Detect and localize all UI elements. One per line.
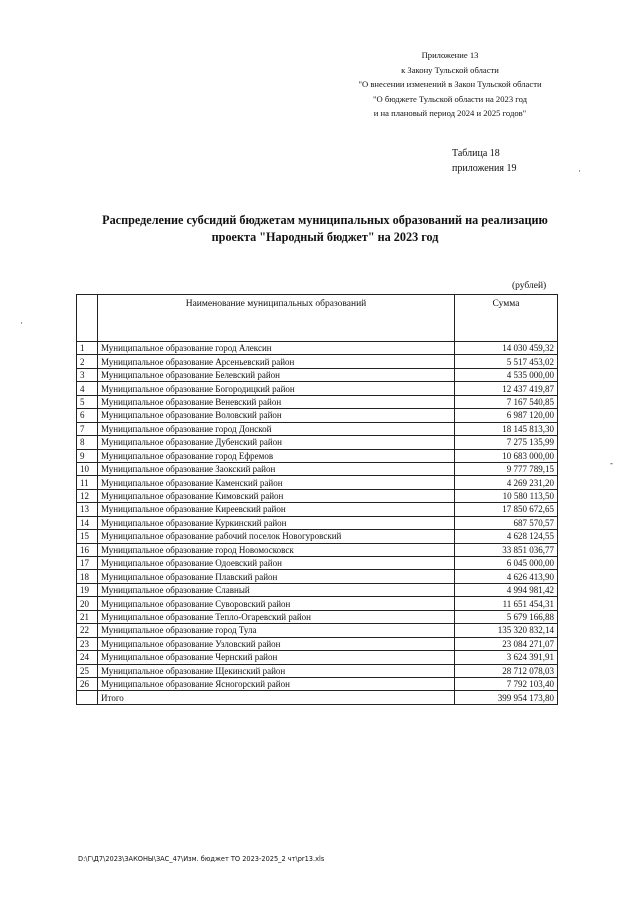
subsidy-table	[76, 294, 558, 705]
table-row	[77, 651, 558, 664]
scan-speck: -	[610, 458, 613, 468]
row-name: Муниципальное образование город Алексин	[98, 342, 455, 355]
table-row	[77, 557, 558, 570]
table-reference	[452, 146, 516, 176]
title-line-2: проекта "Народный бюджет" на 2023 год	[211, 230, 439, 244]
table-row	[77, 570, 558, 583]
row-sum: 7 275 135,99	[455, 436, 558, 449]
table-reference-line-1: Таблица 18	[452, 148, 500, 159]
row-number: 10	[77, 462, 98, 475]
row-name: Муниципальное образование город Донской	[98, 422, 455, 435]
table-row	[77, 624, 558, 637]
row-sum: 5 679 166,88	[455, 610, 558, 623]
table-row	[77, 449, 558, 462]
table-row	[77, 436, 558, 449]
table-row	[77, 637, 558, 650]
row-name: Муниципальное образование Дубенский район	[98, 436, 455, 449]
row-sum: 23 084 271,07	[455, 637, 558, 650]
row-number: 5	[77, 395, 98, 408]
row-number: 26	[77, 677, 98, 690]
row-number: 1	[77, 342, 98, 355]
table-row	[77, 476, 558, 489]
table-body	[77, 342, 558, 691]
row-number: 19	[77, 583, 98, 596]
table-row	[77, 677, 558, 690]
table-reference-line-2: приложения 19	[452, 163, 517, 174]
table-row	[77, 409, 558, 422]
row-name: Муниципальное образование рабочий поселок Новогуровский	[98, 530, 455, 543]
table-row	[77, 516, 558, 529]
table-row	[77, 422, 558, 435]
appendix-line-2: к Закону Тульской области	[401, 64, 499, 75]
row-name: Муниципальное образование Кимовский район	[98, 489, 455, 502]
row-name: Муниципальное образование Плавский район	[98, 570, 455, 583]
row-sum: 18 145 813,30	[455, 422, 558, 435]
row-name: Муниципальное образование Каменский район	[98, 476, 455, 489]
row-sum: 7 792 103,40	[455, 677, 558, 690]
row-sum: 14 030 459,32	[455, 342, 558, 355]
scan-speck: ·	[578, 166, 581, 176]
row-name: Муниципальное образование Веневский район	[98, 395, 455, 408]
row-number: 20	[77, 597, 98, 610]
row-sum: 28 712 078,03	[455, 664, 558, 677]
row-name: Муниципальное образование Тепло-Огаревский район	[98, 610, 455, 623]
row-sum: 7 167 540,85	[455, 395, 558, 408]
row-sum: 9 777 789,15	[455, 462, 558, 475]
row-name: Муниципальное образование Славный	[98, 583, 455, 596]
scan-speck: ·	[20, 318, 23, 328]
row-name: Муниципальное образование Арсеньевский район	[98, 355, 455, 368]
appendix-line-4: "О бюджете Тульской области на 2023 год	[373, 93, 527, 104]
row-name: Муниципальное образование Заокский район	[98, 462, 455, 475]
row-number: 17	[77, 557, 98, 570]
row-number: 12	[77, 489, 98, 502]
file-path: D:\Г\Д7\2023\ЗАКОНЫ\ЗАС_47\Изм. бюджет ТО 2023-2025_2 чт\pr13.xls	[78, 855, 325, 863]
units-label: (рублей)	[512, 281, 547, 291]
appendix-line-1: Приложение 13	[421, 50, 479, 60]
document-title	[60, 212, 590, 246]
row-sum: 4 994 981,42	[455, 583, 558, 596]
header-sum: Сумма	[455, 295, 558, 342]
row-sum: 6 045 000,00	[455, 557, 558, 570]
table-row	[77, 503, 558, 516]
row-sum: 10 683 000,00	[455, 449, 558, 462]
row-name: Муниципальное образование Ясногорский район	[98, 677, 455, 690]
row-name: Муниципальное образование Воловский район	[98, 409, 455, 422]
table-row	[77, 462, 558, 475]
row-name: Муниципальное образование Суворовский район	[98, 597, 455, 610]
row-name: Муниципальное образование Киреевский район	[98, 503, 455, 516]
header-name: Наименование муниципальных образований	[98, 295, 455, 342]
row-sum: 12 437 419,87	[455, 382, 558, 395]
row-sum: 687 570,57	[455, 516, 558, 529]
total-sum: 399 954 173,80	[455, 691, 558, 704]
total-row	[77, 691, 558, 704]
row-number: 15	[77, 530, 98, 543]
row-sum: 33 851 036,77	[455, 543, 558, 556]
row-sum: 4 535 000,00	[455, 368, 558, 381]
row-sum: 4 269 231,20	[455, 476, 558, 489]
table-row	[77, 543, 558, 556]
row-sum: 4 628 124,55	[455, 530, 558, 543]
table-header-row	[77, 295, 558, 342]
row-sum: 10 580 113,50	[455, 489, 558, 502]
table-row	[77, 355, 558, 368]
row-number: 8	[77, 436, 98, 449]
appendix-line-3: "О внесении изменений в Закон Тульской области	[358, 79, 542, 90]
row-sum: 3 624 391,91	[455, 651, 558, 664]
table-row	[77, 664, 558, 677]
table-row	[77, 489, 558, 502]
row-number: 2	[77, 355, 98, 368]
row-sum: 17 850 672,65	[455, 503, 558, 516]
row-sum: 6 987 120,00	[455, 409, 558, 422]
row-number: 14	[77, 516, 98, 529]
header-number	[77, 295, 98, 342]
row-number: 6	[77, 409, 98, 422]
table-row	[77, 395, 558, 408]
row-number: 9	[77, 449, 98, 462]
row-number: 11	[77, 476, 98, 489]
row-name: Муниципальное образование Чернский район	[98, 651, 455, 664]
row-number: 7	[77, 422, 98, 435]
row-name: Муниципальное образование Щекинский район	[98, 664, 455, 677]
row-number: 21	[77, 610, 98, 623]
table-row	[77, 530, 558, 543]
row-sum: 4 626 413,90	[455, 570, 558, 583]
row-name: Муниципальное образование город Тула	[98, 624, 455, 637]
row-name: Муниципальное образование Узловский район	[98, 637, 455, 650]
row-sum: 11 651 454,31	[455, 597, 558, 610]
table-row	[77, 342, 558, 355]
total-label: Итого	[98, 691, 455, 704]
row-sum: 135 320 832,14	[455, 624, 558, 637]
row-number: 13	[77, 503, 98, 516]
table-row	[77, 597, 558, 610]
appendix-line-5: и на плановый период 2024 и 2025 годов"	[373, 108, 527, 119]
appendix-header	[340, 48, 560, 121]
table-row	[77, 382, 558, 395]
row-number: 23	[77, 637, 98, 650]
row-name: Муниципальное образование Куркинский район	[98, 516, 455, 529]
table-row	[77, 583, 558, 596]
row-number: 16	[77, 543, 98, 556]
row-name: Муниципальное образование Белевский район	[98, 368, 455, 381]
row-name: Муниципальное образование Богородицкий район	[98, 382, 455, 395]
row-number: 3	[77, 368, 98, 381]
title-line-1: Распределение субсидий бюджетам муниципальных образований на реализацию	[102, 213, 548, 227]
row-sum: 5 517 453,02	[455, 355, 558, 368]
total-number	[77, 691, 98, 704]
row-number: 18	[77, 570, 98, 583]
row-name: Муниципальное образование город Ефремов	[98, 449, 455, 462]
row-number: 24	[77, 651, 98, 664]
row-number: 22	[77, 624, 98, 637]
table-row	[77, 610, 558, 623]
row-name: Муниципальное образование город Новомосковск	[98, 543, 455, 556]
row-name: Муниципальное образование Одоевский район	[98, 557, 455, 570]
row-number: 25	[77, 664, 98, 677]
row-number: 4	[77, 382, 98, 395]
table-row	[77, 368, 558, 381]
